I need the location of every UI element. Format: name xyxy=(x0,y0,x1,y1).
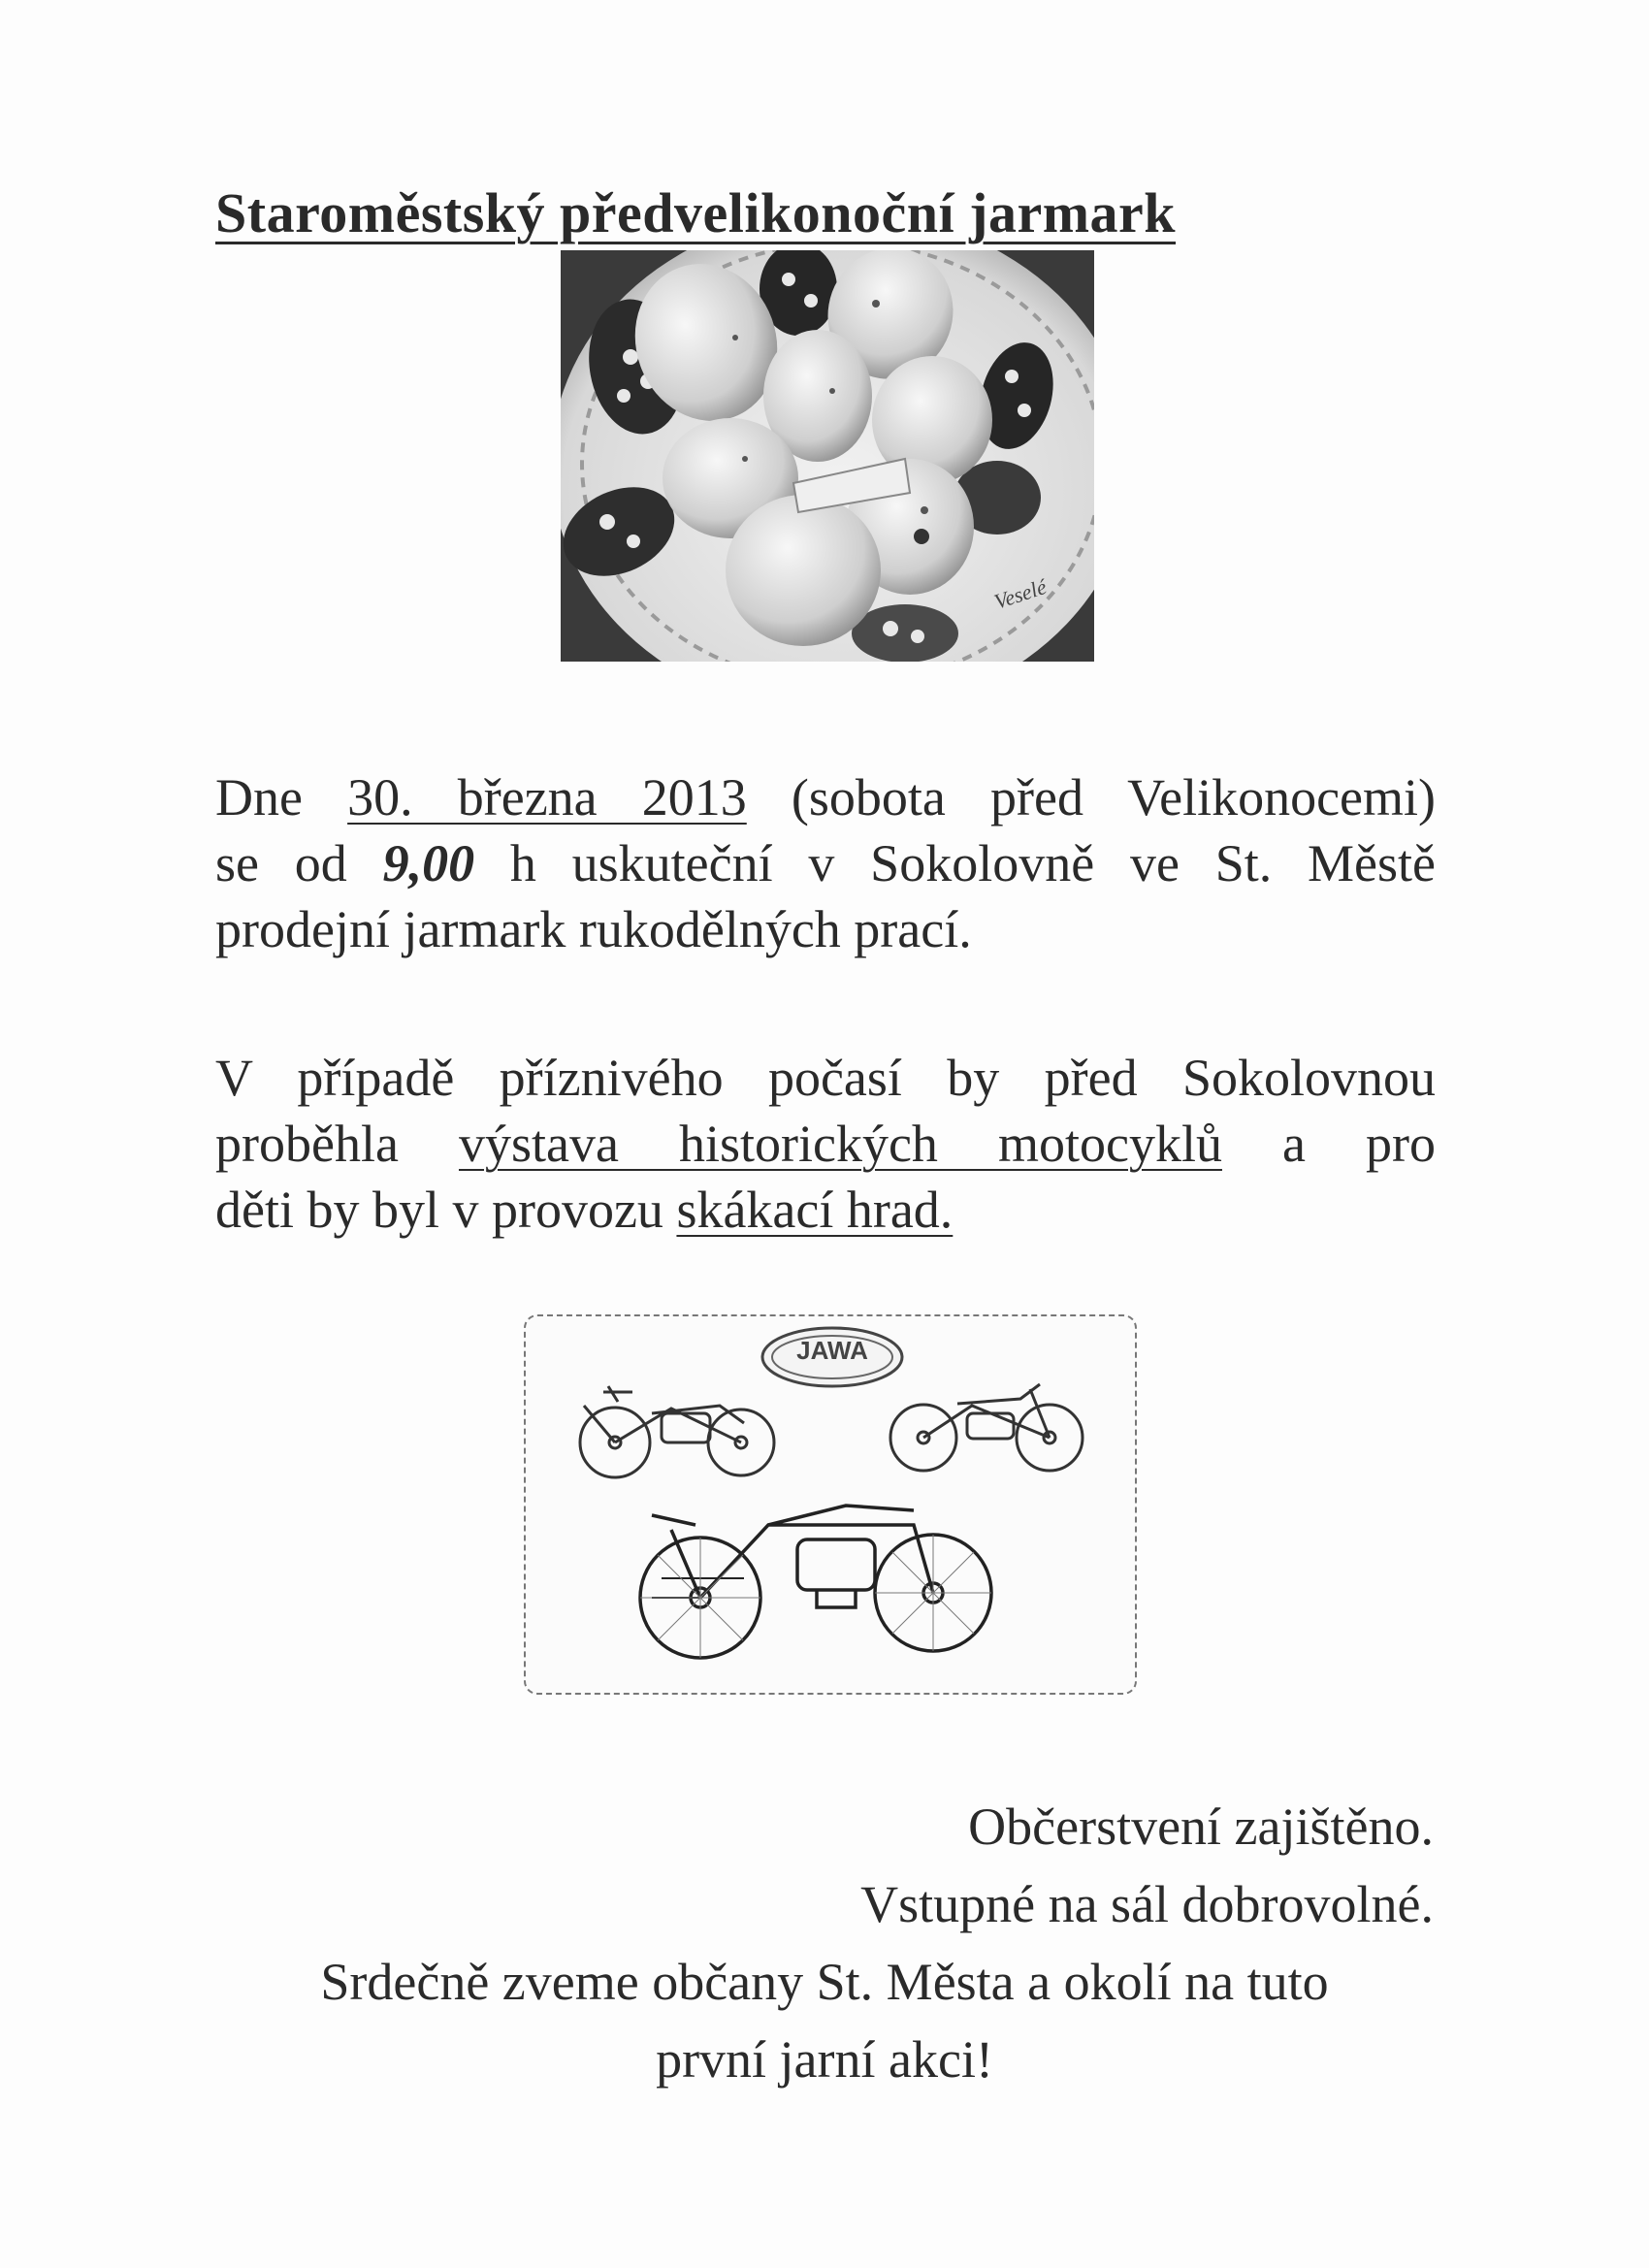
bouncy-castle: skákací hrad. xyxy=(676,1181,954,1239)
program-line-3: děti by byl v provozu skákací hrad. xyxy=(215,1181,954,1239)
admission-line: Vstupné na sál dobrovolné. xyxy=(860,1875,1434,1933)
announcement-line-3: prodejní jarmark rukodělných prací. xyxy=(215,900,972,958)
program-line-1: V případě příznivého počasí by před Sokolovnou xyxy=(215,1049,1436,1107)
motorcycles-illustration xyxy=(526,1316,1135,1693)
weather-program xyxy=(215,1045,1436,1243)
easter-eggs-illustration xyxy=(561,250,1094,662)
refreshments-line: Občerstvení zajištěno. xyxy=(968,1798,1434,1856)
poster-title: Staroměstský předvelikonoční jarmark xyxy=(215,181,1177,244)
event-announcement xyxy=(215,764,1436,962)
motorcycle-exhibition: výstava historických motocyklů xyxy=(458,1115,1222,1173)
jawa-motorcycles-picture xyxy=(524,1314,1137,1695)
invitation-line-end: první jarní akci! xyxy=(656,2030,993,2089)
egg-sticker-text: Veselé xyxy=(990,573,1050,614)
jawa-logo: JAWA xyxy=(796,1336,868,1365)
invitation-line: Srdečně zveme občany St. Města a okolí na tuto xyxy=(320,1953,1329,2011)
program-line-2: proběhla výstava historických motocyklů a pro xyxy=(215,1115,1437,1173)
announcement-line-1: Dne 30. března 2013 (sobota před Velikonocemi) xyxy=(215,768,1437,826)
event-date: 30. března 2013 xyxy=(347,768,747,826)
announcement-line-2: se od 9,00 h uskuteční v Sokolovně ve St. Městě xyxy=(215,834,1436,892)
easter-eggs-photo xyxy=(561,250,1094,662)
event-time: 9,00 xyxy=(382,834,475,892)
